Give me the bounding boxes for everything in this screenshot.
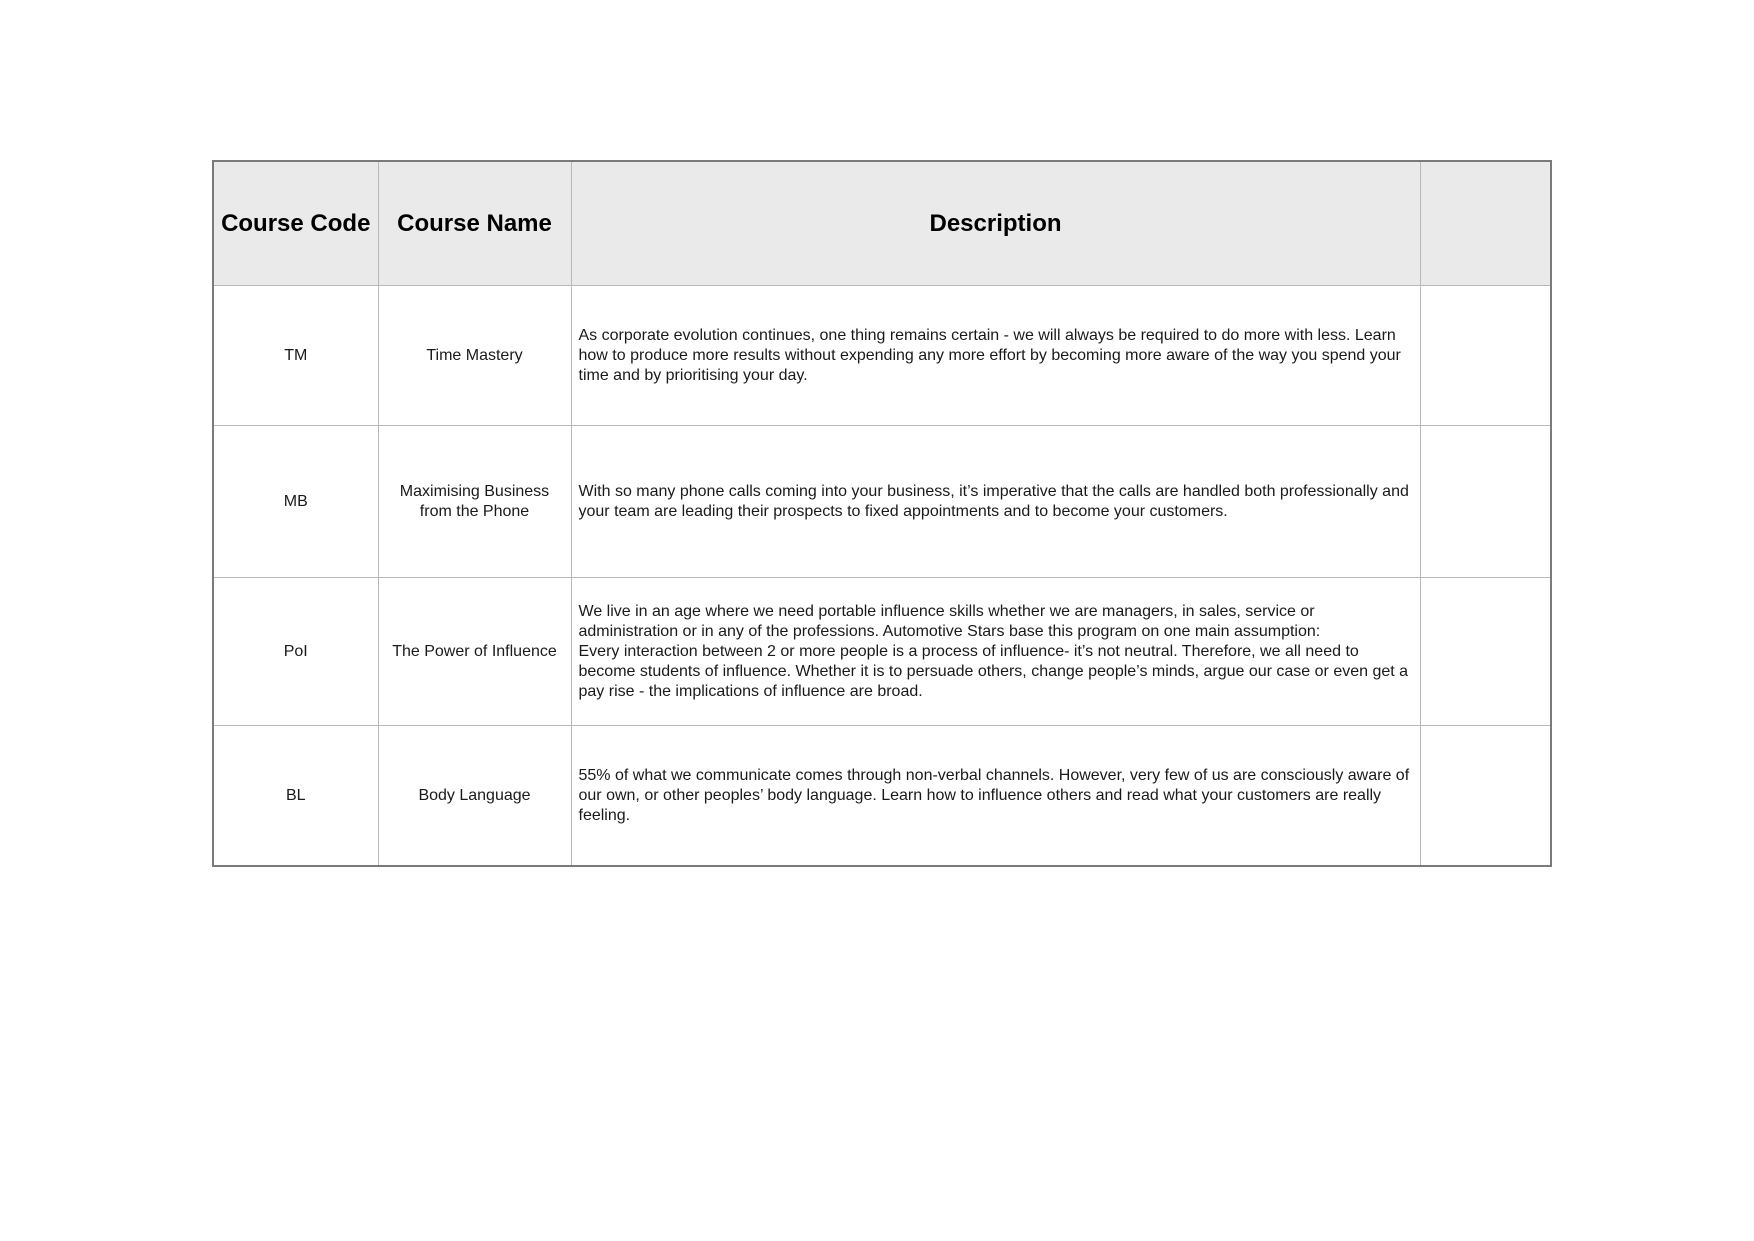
description-text: As corporate evolution continues, one thing remains certain - we will always be required to do more with less. Learn how to produce more results without expending any more effort by becoming more aware of the way you spend your time and by prioritising your day. — [578, 326, 1401, 384]
header-description: Description — [571, 161, 1420, 286]
course-code-cell: BL — [213, 726, 378, 867]
table-row — [213, 286, 1551, 426]
extra-cell — [1420, 286, 1551, 426]
header-course-code: Course Code — [213, 161, 378, 286]
course-name-cell: Maximising Business from the Phone — [378, 426, 571, 578]
header-row — [213, 161, 1551, 286]
table-row — [213, 578, 1551, 726]
course-name-cell: Time Mastery — [378, 286, 571, 426]
course-code-cell: PoI — [213, 578, 378, 726]
extra-cell — [1420, 426, 1551, 578]
course-table — [212, 160, 1552, 867]
description-cell — [571, 426, 1420, 578]
course-name-cell: Body Language — [378, 726, 571, 867]
description-cell — [571, 578, 1420, 726]
description-cell — [571, 286, 1420, 426]
extra-cell — [1420, 726, 1551, 867]
description-text: Every interaction between 2 or more people is a process of influence- it’s not neutral. Therefore, we all need to become students of influence. Whether it is to persuade others, change people’s minds, argue our case or even get a pay rise - the implications of influence are broad. — [578, 642, 1409, 700]
table-header — [213, 161, 1551, 286]
course-code-cell: TM — [213, 286, 378, 426]
description-text: With so many phone calls coming into your business, it’s imperative that the calls are handled both professionally and your team are leading their prospects to fixed appointments and to become your customers. — [578, 482, 1409, 520]
description-text: 55% of what we communicate comes through non-verbal channels. However, very few of us are consciously aware of our own, or other peoples’ body language. Learn how to influence others and read what your customers are really feeling. — [578, 766, 1410, 824]
header-course-name: Course Name — [378, 161, 571, 286]
header-extra — [1420, 161, 1551, 286]
table-row — [213, 726, 1551, 867]
extra-cell — [1420, 578, 1551, 726]
table-body — [213, 286, 1551, 867]
course-name-cell: The Power of Influence — [378, 578, 571, 726]
description-cell — [571, 726, 1420, 867]
table-row — [213, 426, 1551, 578]
course-code-cell: MB — [213, 426, 378, 578]
description-text: We live in an age where we need portable influence skills whether we are managers, in sales, service or administration or in any of the professions. Automotive Stars base this program on one main assumption: — [578, 602, 1321, 640]
